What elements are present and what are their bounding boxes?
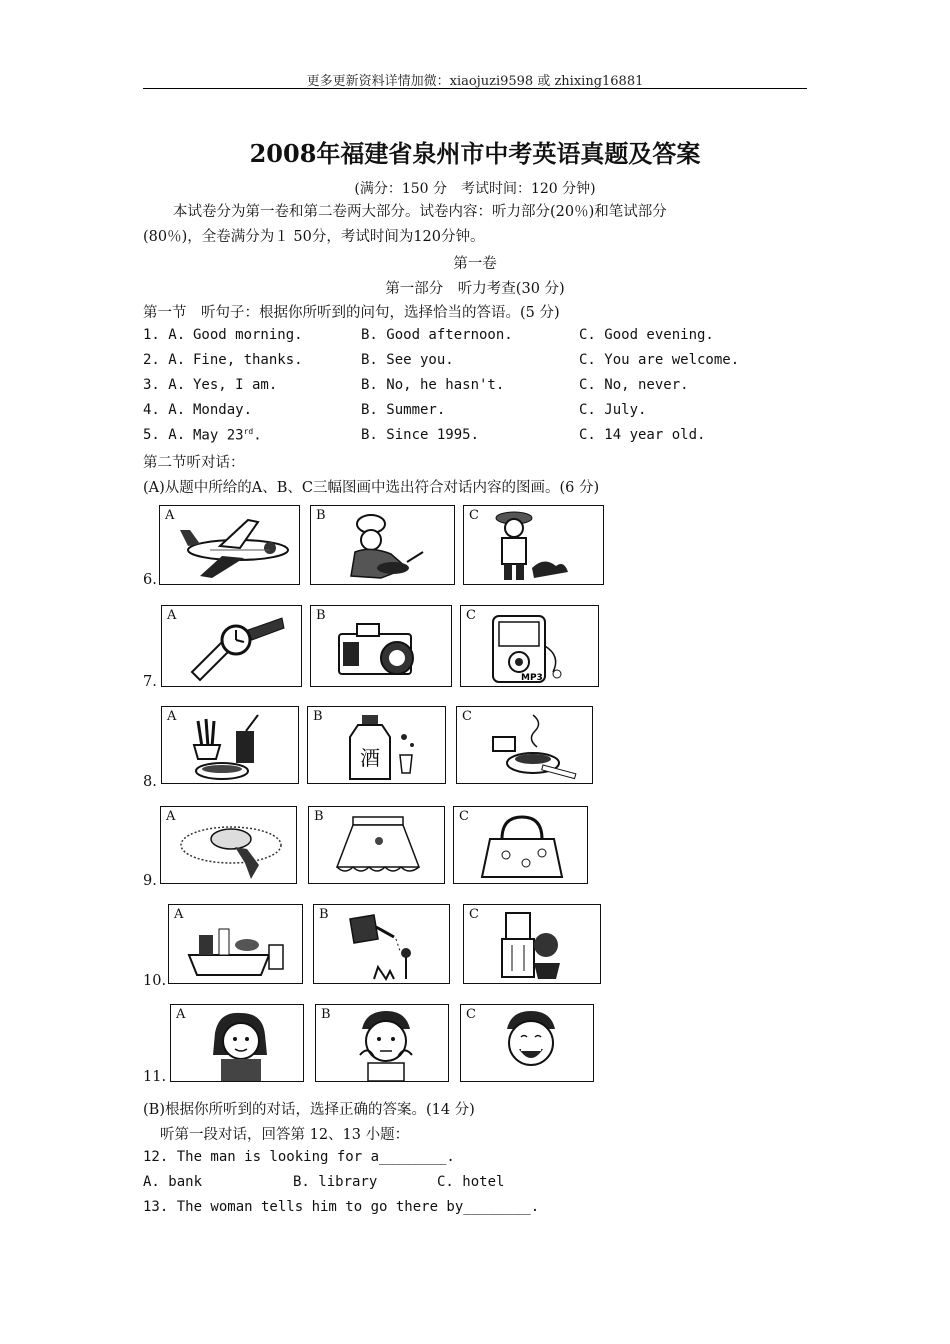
cigarette-ashtray-icon: [457, 707, 594, 785]
picture-question-11-number: 11.: [143, 1069, 167, 1085]
picture-9c: [453, 806, 588, 884]
trash-bin-icon: [464, 905, 602, 985]
option-label: A: [165, 508, 175, 523]
question-12-options: [143, 1174, 643, 1194]
option-label: C: [469, 508, 479, 523]
intro-line-2: (80％)，全卷满分为１ 50分，考试时间为120分钟。: [143, 229, 485, 245]
girl-icon: [171, 1005, 305, 1083]
picture-7a: [161, 605, 302, 687]
picture-9b: [308, 806, 445, 884]
mp3-player-icon: [461, 606, 600, 688]
hat-icon: [161, 807, 298, 885]
section2-title: 第二节听对话：: [143, 455, 245, 471]
picture-9a: [160, 806, 297, 884]
document-title: 2008年福建省泉州市中考英语真题及答案: [249, 139, 701, 168]
question-12: 12. The man is looking for a________.: [143, 1149, 455, 1165]
option-a: May 23rd.: [193, 427, 262, 444]
question-3: [143, 377, 823, 397]
picture-question-6-number: 6.: [143, 572, 157, 588]
picture-6b: [310, 505, 455, 585]
wine-bottle-icon: [308, 707, 447, 785]
option-a: Fine, thanks.: [193, 352, 303, 368]
option-label: A: [167, 709, 177, 724]
picture-8c: [456, 706, 593, 784]
option-label: C: [462, 709, 472, 724]
option-label: A: [166, 809, 176, 824]
option-b: B. Since 1995.: [361, 427, 480, 443]
picture-11b: [315, 1004, 449, 1082]
picture-question-10-number: 10.: [143, 973, 167, 989]
fast-food-icon: [162, 707, 300, 785]
option-c: C. hotel: [437, 1174, 505, 1190]
option-c: C. July.: [579, 402, 647, 418]
option-label: A: [174, 907, 184, 922]
picture-10c: [463, 904, 601, 984]
picture-10a: [168, 904, 303, 984]
header-divider: [143, 88, 807, 89]
picture-7c: [460, 605, 599, 687]
partA-title: (A)从题中所给的A、B、C三幅图画中选出符合对话内容的图画。(6 分): [143, 480, 600, 496]
picture-question-8-number: 8.: [143, 774, 157, 790]
option-c: C. You are welcome.: [579, 352, 740, 368]
option-a: Monday.: [193, 402, 253, 418]
exam-info: (满分：150 分 考试时间：120 分钟): [354, 181, 596, 197]
watering-can-icon: [314, 905, 451, 985]
option-label: B: [314, 809, 324, 824]
picture-11a: [170, 1004, 304, 1082]
option-label: C: [466, 608, 476, 623]
dishes-icon: [169, 905, 304, 985]
option-label: B: [316, 508, 326, 523]
option-c: C. 14 year old.: [579, 427, 706, 443]
question-1: [143, 327, 823, 347]
intro-line-1: 本试卷分为第一卷和第二卷两大部分。试卷内容：听力部分(20％)和笔试部分: [173, 204, 667, 220]
question-number: 3. A.: [143, 377, 186, 393]
picture-8a: [161, 706, 299, 784]
option-label: C: [469, 907, 479, 922]
option-a: Yes, I am.: [193, 377, 278, 393]
option-label: A: [176, 1007, 186, 1022]
question-number: 1. A.: [143, 327, 186, 343]
option-b: B. Good afternoon.: [361, 327, 513, 343]
option-b: B. See you.: [361, 352, 454, 368]
picture-10b: [313, 904, 450, 984]
mp3-label: MP3: [521, 673, 543, 683]
picture-6c: [463, 505, 604, 585]
option-c: C. No, never.: [579, 377, 689, 393]
picture-6a: [159, 505, 300, 585]
airplane-icon: [160, 506, 301, 586]
wine-label: 酒: [360, 746, 380, 770]
header-note: 更多更新资料详情加微：xiaojuzi9598 或 zhixing16881: [306, 74, 644, 89]
partB-title: (B)根据你所听到的对话，选择正确的答案。(14 分): [143, 1102, 475, 1118]
question-2: [143, 352, 823, 372]
option-label: B: [321, 1007, 331, 1022]
picture-question-7-number: 7.: [143, 674, 157, 690]
question-number: 2. A.: [143, 352, 186, 368]
watch-icon: [162, 606, 303, 688]
part-title: 第一部分 听力考查(30 分): [385, 281, 565, 297]
boy-thinking-icon: [316, 1005, 450, 1083]
camera-icon: [311, 606, 453, 688]
picture-question-9-number: 9.: [143, 873, 157, 889]
skirt-icon: [309, 807, 446, 885]
farmer-icon: [464, 506, 605, 586]
question-4: [143, 402, 823, 422]
option-b: B. Summer.: [361, 402, 446, 418]
option-label: A: [167, 608, 177, 623]
section1-title: 第一节 听句子：根据你所听到的问句，选择恰当的答语。(5 分): [143, 305, 560, 321]
option-label: B: [313, 709, 323, 724]
option-c: C. Good evening.: [579, 327, 714, 343]
question-5: [143, 427, 823, 447]
option-b: B. library: [293, 1174, 378, 1190]
option-label: B: [316, 608, 326, 623]
option-label: C: [459, 809, 469, 824]
partB-intro: 听第一段对话，回答第 12、13 小题：: [160, 1127, 410, 1143]
volume-title: 第一卷: [453, 256, 497, 272]
question-13: 13. The woman tells him to go there by________.: [143, 1199, 540, 1215]
boy-laughing-icon: [461, 1005, 595, 1083]
cook-icon: [311, 506, 456, 586]
picture-7b: [310, 605, 452, 687]
option-label: B: [319, 907, 329, 922]
option-a: Good morning.: [193, 327, 303, 343]
question-number: 4. A.: [143, 402, 186, 418]
picture-8b: [307, 706, 446, 784]
option-b: B. No, he hasn't.: [361, 377, 505, 393]
handbag-icon: [454, 807, 589, 885]
option-label: C: [466, 1007, 476, 1022]
picture-11c: [460, 1004, 594, 1082]
question-number: 5. A.: [143, 427, 186, 443]
option-a: A. bank: [143, 1174, 203, 1190]
